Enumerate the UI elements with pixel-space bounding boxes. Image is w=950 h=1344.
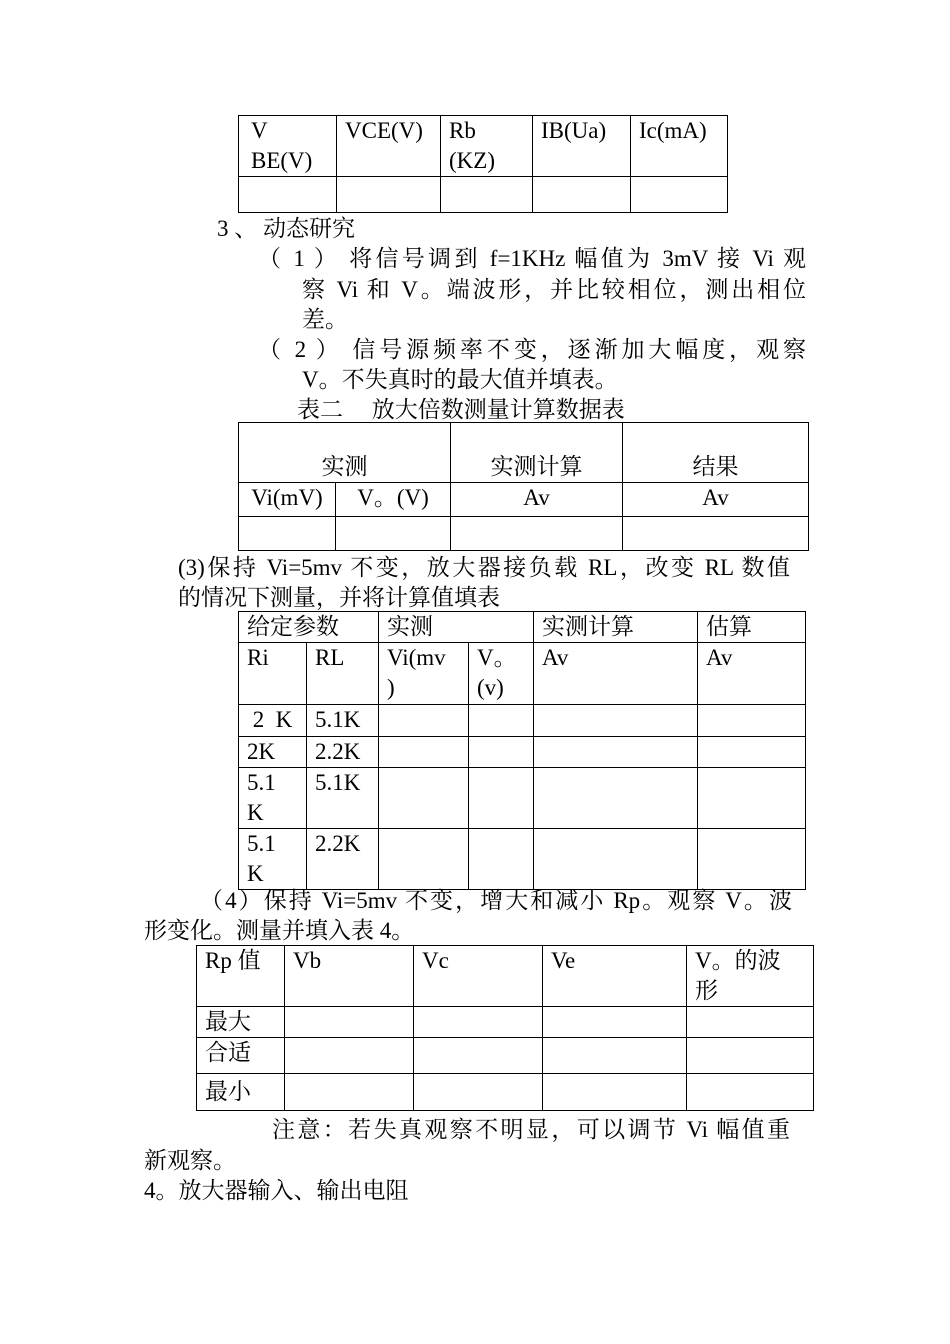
table2-col-vo: V。(V) <box>336 483 451 517</box>
table4-cell <box>414 1074 543 1111</box>
table1-cell <box>239 177 337 213</box>
table4-header-vb: Vb <box>285 946 414 1007</box>
table4-header-rp: Rp 值 <box>197 946 285 1007</box>
table1-header-ic: Ic(mA) <box>631 116 728 177</box>
table1-header-ib: IB(Ua) <box>533 116 631 177</box>
table-row <box>197 1038 814 1074</box>
table4-cell <box>414 1038 543 1074</box>
table4-cell <box>543 1074 687 1111</box>
table3-cell <box>379 705 469 737</box>
table-rp-variation <box>196 945 814 1111</box>
table3-cell <box>698 768 806 829</box>
note-line1: 注意：若失真观察不明显，可以调节 Vi 幅值重 <box>272 1117 790 1142</box>
table4-cell <box>687 1038 814 1074</box>
table2-cell <box>336 517 451 551</box>
table3-col-av-est: Av <box>698 643 806 705</box>
table3-cell <box>534 829 698 890</box>
table-row <box>239 705 806 737</box>
table3-cell <box>469 829 534 890</box>
section3-item2-line1: （ 2 ） 信号源频率不变，逐渐加大幅度，观察 <box>258 337 806 362</box>
table-row <box>197 1074 814 1111</box>
table-static-measurement <box>238 115 728 213</box>
section3-item1-line1: （ 1 ） 将信号调到 f=1KHz 幅值为 3mV 接 Vi 观 <box>258 246 806 271</box>
table2-caption: 表二 放大倍数测量计算数据表 <box>297 397 625 422</box>
table2-cell <box>451 517 623 551</box>
table4-row-label: 合适 <box>197 1038 285 1074</box>
table3-cell <box>534 737 698 768</box>
table4-row-label: 最大 <box>197 1007 285 1038</box>
table2-group-measured: 实测 <box>239 423 451 483</box>
table3-group-measured: 实测 <box>379 612 534 643</box>
para3-line2: 的情况下测量，并将计算值填表 <box>178 585 500 610</box>
table1-cell <box>533 177 631 213</box>
table3-cell <box>379 737 469 768</box>
table3-ri: 5.1 K <box>239 768 307 829</box>
table4-cell <box>687 1074 814 1111</box>
table2-group-calc: 实测计算 <box>451 423 623 483</box>
table-amplification <box>238 422 809 551</box>
table3-rl: 5.1K <box>307 768 379 829</box>
table4-header-vc: Vc <box>414 946 543 1007</box>
table1-header-vce: VCE(V) <box>337 116 441 177</box>
table4-cell <box>285 1007 414 1038</box>
table3-cell <box>698 737 806 768</box>
section4-heading: 4。放大器输入、输出电阻 <box>144 1178 409 1203</box>
table3-cell <box>534 768 698 829</box>
table3-group-calc: 实测计算 <box>534 612 698 643</box>
para4-line2: 形变化。测量并填入表 4。 <box>144 918 415 943</box>
table3-ri: 5.1 K <box>239 829 307 890</box>
table4-cell <box>687 1007 814 1038</box>
table3-cell <box>379 768 469 829</box>
para3-line1: (3)保持 Vi=5mv 不变，放大器接负载 RL，改变 RL 数值 <box>178 555 790 580</box>
table4-header-ve: Ve <box>543 946 687 1007</box>
table3-cell <box>469 737 534 768</box>
para4-line1: （4）保持 Vi=5mv 不变，增大和减小 Rp。观察 V。波 <box>200 888 792 913</box>
table3-group-est: 估算 <box>698 612 806 643</box>
table-row <box>239 829 806 890</box>
table-load-resistance <box>238 611 806 890</box>
section3-item1-line2: 察 Vi 和 V。端波形，并比较相位，测出相位 <box>302 277 806 302</box>
section3-item1-line3: 差。 <box>302 307 348 332</box>
table3-col-rl: RL <box>307 643 379 705</box>
table3-cell <box>534 705 698 737</box>
table2-col-av-calc: Av <box>451 483 623 517</box>
section3-item2-line2: V。不失真时的最大值并填表。 <box>302 367 618 392</box>
table3-rl: 2.2K <box>307 829 379 890</box>
table3-cell <box>698 829 806 890</box>
note-line2: 新观察。 <box>144 1148 236 1173</box>
table4-cell <box>543 1038 687 1074</box>
table3-cell <box>469 705 534 737</box>
table1-cell <box>441 177 533 213</box>
table-row <box>197 1007 814 1038</box>
table4-cell <box>285 1038 414 1074</box>
table3-cell <box>379 829 469 890</box>
table4-cell <box>414 1007 543 1038</box>
table4-cell <box>543 1007 687 1038</box>
table3-ri: 2 K <box>239 705 307 737</box>
table2-col-av-result: Av <box>623 483 809 517</box>
table2-cell <box>239 517 336 551</box>
table2-cell <box>623 517 809 551</box>
table2-group-result: 结果 <box>623 423 809 483</box>
table2-col-vi: Vi(mV) <box>239 483 336 517</box>
table-row <box>239 737 806 768</box>
table1-header-vbe: V BE(V) <box>239 116 337 177</box>
table4-header-waveform: V。的波 形 <box>687 946 814 1007</box>
table4-cell <box>285 1074 414 1111</box>
table3-col-vo: V。 (v) <box>469 643 534 705</box>
table1-cell <box>631 177 728 213</box>
section3-heading: 3 、 动态研究 <box>217 216 355 241</box>
table3-col-vi: Vi(mv ) <box>379 643 469 705</box>
table1-cell <box>337 177 441 213</box>
table-row <box>239 768 806 829</box>
table1-header-rb: Rb (KZ) <box>441 116 533 177</box>
table4-row-label: 最小 <box>197 1074 285 1111</box>
table3-col-av-calc: Av <box>534 643 698 705</box>
table3-rl: 2.2K <box>307 737 379 768</box>
table3-col-ri: Ri <box>239 643 307 705</box>
table3-cell <box>698 705 806 737</box>
table3-group-given: 给定参数 <box>239 612 379 643</box>
table3-cell <box>469 768 534 829</box>
table3-rl: 5.1K <box>307 705 379 737</box>
table3-ri: 2K <box>239 737 307 768</box>
